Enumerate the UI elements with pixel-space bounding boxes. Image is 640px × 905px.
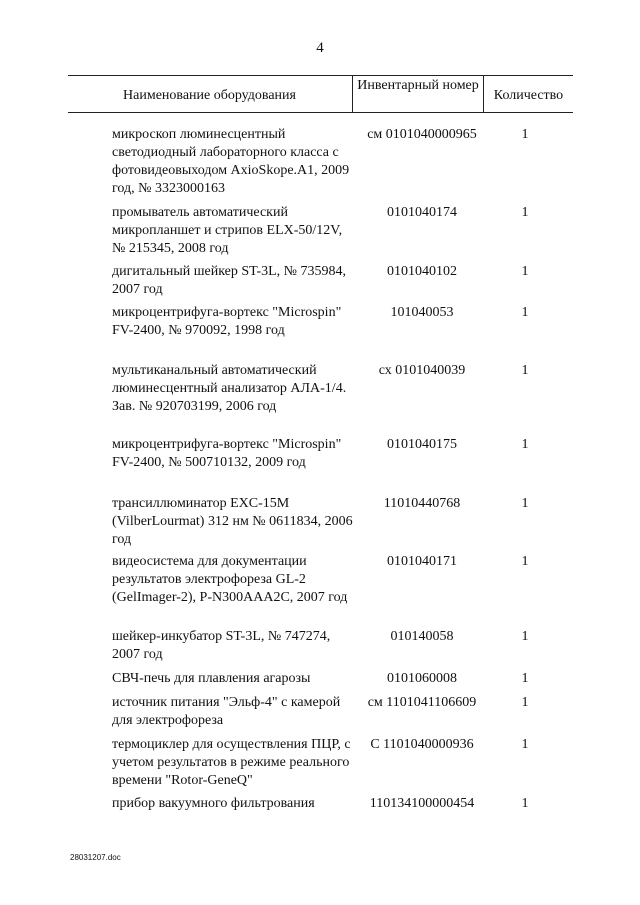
inventory-number: 0101040102: [387, 264, 457, 279]
quantity: 1: [521, 363, 529, 378]
quantity: 1: [521, 629, 529, 644]
header-equipment-name: Наименование оборудования: [123, 88, 296, 103]
document-filename: 28031207.doc: [70, 853, 121, 862]
quantity: 1: [521, 496, 529, 511]
inventory-number: см 0101040000965: [367, 127, 477, 142]
page-number: 4: [316, 40, 324, 56]
header-quantity: Количество: [493, 88, 564, 103]
header-inventory-number: Инвентарный номер: [352, 76, 484, 112]
quantity: 1: [521, 437, 529, 452]
equipment-name: микроцентрифуга-вортекс "Microspin" FV-2400, № 970092, 1998 год: [112, 305, 342, 338]
inventory-number: 11010440768: [383, 496, 461, 511]
inventory-number: см 1101041106609: [367, 695, 477, 710]
equipment-name: СВЧ-печь для плавления агарозы: [112, 671, 311, 686]
equipment-name: прибор вакуумного фильтрования: [112, 796, 315, 811]
equipment-name: термоциклер для осуществления ПЦР, с учетом результатов в режиме реального времени "Rotor-GeneQ": [112, 737, 351, 788]
equipment-name: мультиканальный автоматический люминесцентный анализатор АЛА-1/4. Зав. № 920703199, 2006 год: [112, 363, 347, 414]
inventory-number: 110134100000454: [369, 796, 475, 811]
inventory-number: сх 0101040039: [378, 363, 466, 378]
inventory-number: 101040053: [390, 305, 454, 320]
inventory-number: 010140058: [390, 629, 454, 644]
equipment-name: промыватель автоматический микропланшет и стрипов ELX-50/12V, № 215345, 2008 год: [112, 205, 343, 256]
quantity: 1: [521, 737, 529, 752]
quantity: 1: [521, 264, 529, 279]
equipment-name: шейкер-инкубатор ST-3L, № 747274, 2007 год: [112, 629, 331, 662]
quantity: 1: [521, 695, 529, 710]
equipment-name: источник питания "Эльф-4" с камерой для электрофореза: [112, 695, 341, 728]
equipment-name: трансиллюминатор EXC-15M (VilberLourmat) 312 нм № 0611834, 2006 год: [112, 496, 353, 547]
quantity: 1: [521, 205, 529, 220]
equipment-name: микроцентрифуга-вортекс "Microspin" FV-2400, № 500710132, 2009 год: [112, 437, 342, 470]
equipment-name: микроскоп люминесцентный светодиодный лабораторного класса с фотовидеовыходом AxioSkope.A1, 2009 год, № 3323000163: [112, 127, 350, 196]
quantity: 1: [521, 796, 529, 811]
quantity: 1: [521, 554, 529, 569]
inventory-number: 0101040171: [387, 554, 457, 569]
table-header: [68, 75, 573, 113]
equipment-name: видеосистема для документации результатов электрофореза GL-2 (GelImager-2), P-N300AAA2C, 2007 год: [112, 554, 348, 605]
quantity: 1: [521, 671, 529, 686]
quantity: 1: [521, 305, 529, 320]
inventory-number: 0101040175: [387, 437, 457, 452]
equipment-name: дигитальный шейкер ST-3L, № 735984, 2007 год: [112, 264, 347, 297]
inventory-number: 0101040174: [387, 205, 457, 220]
inventory-number: С 1101040000936: [370, 737, 474, 752]
inventory-number: 0101060008: [387, 671, 457, 686]
quantity: 1: [521, 127, 529, 142]
